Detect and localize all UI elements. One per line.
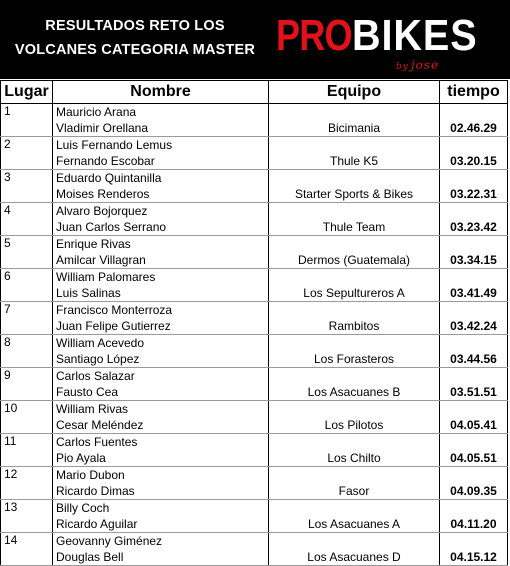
team-cell: Starter Sports & Bikes	[269, 170, 440, 203]
place-cell: 8	[1, 335, 53, 368]
time-cell: 03.51.51	[440, 368, 508, 401]
time-cell: 03.41.49	[440, 269, 508, 302]
rider-name-2: Moises Renderos	[56, 187, 150, 201]
table-row	[1, 434, 508, 467]
table-row	[1, 170, 508, 203]
rider-name-1: Eduardo Quintanilla	[56, 171, 162, 185]
title-line-2: VOLCANES CATEGORIA MASTER	[14, 42, 256, 58]
logo-jose: jose	[410, 58, 440, 72]
rider-name-1: Geovanny Giménez	[56, 534, 163, 548]
place-cell: 6	[1, 269, 53, 302]
table-row	[1, 236, 508, 269]
table-row	[1, 401, 508, 434]
time-cell: 03.44.56	[440, 335, 508, 368]
rider-name-1: Carlos Salazar	[56, 369, 135, 383]
team-cell: Bicimania	[269, 104, 440, 137]
rider-name-2: Fausto Cea	[56, 385, 119, 399]
names-cell	[53, 533, 269, 566]
time-cell: 04.11.20	[440, 500, 508, 533]
rider-name-1: Francisco Monterroza	[56, 303, 173, 317]
time-cell: 03.22.31	[440, 170, 508, 203]
team-cell: Los Forasteros	[269, 335, 440, 368]
time-cell: 02.46.29	[440, 104, 508, 137]
time-cell: 04.09.35	[440, 467, 508, 500]
table-header-row	[1, 81, 508, 104]
rider-name-2: Amilcar Villagran	[56, 253, 146, 267]
place-cell: 13	[1, 500, 53, 533]
place-cell: 10	[1, 401, 53, 434]
logo-bikes-text: BIKES	[352, 11, 478, 60]
names-cell	[53, 434, 269, 467]
table-row	[1, 269, 508, 302]
rider-name-1: Mauricio Arana	[56, 105, 137, 119]
rider-name-1: Billy Coch	[56, 501, 110, 515]
names-cell	[53, 401, 269, 434]
names-cell	[53, 137, 269, 170]
time-cell: 04.15.12	[440, 533, 508, 566]
rider-name-2: Pio Ayala	[56, 451, 106, 465]
rider-name-1: William Palomares	[56, 270, 156, 284]
logo-pro-text: PRO	[276, 11, 352, 60]
rider-name-2: Vladimir Orellana	[56, 121, 149, 135]
names-cell	[53, 500, 269, 533]
team-cell: Rambitos	[269, 302, 440, 335]
table-row	[1, 203, 508, 236]
header-nombre: Nombre	[53, 81, 269, 104]
names-cell	[53, 302, 269, 335]
table-row	[1, 137, 508, 170]
rider-name-1: William Acevedo	[56, 336, 145, 350]
time-cell: 04.05.41	[440, 401, 508, 434]
table-row	[1, 368, 508, 401]
team-cell: Dermos (Guatemala)	[269, 236, 440, 269]
rider-name-2: Luis Salinas	[56, 286, 121, 300]
probikes-logo	[276, 12, 504, 76]
team-cell: Thule K5	[269, 137, 440, 170]
team-cell: Los Asacuanes B	[269, 368, 440, 401]
names-cell	[53, 467, 269, 500]
page-title	[4, 14, 266, 62]
time-cell: 04.05.51	[440, 434, 508, 467]
team-cell: Los Pilotos	[269, 401, 440, 434]
time-cell: 03.42.24	[440, 302, 508, 335]
header-equipo: Equipo	[269, 81, 440, 104]
rider-name-1: Mario Dubon	[56, 468, 125, 482]
title-line-1: RESULTADOS RETO LOS	[45, 18, 225, 34]
rider-name-2: Juan Felipe Gutierrez	[56, 319, 171, 333]
table-row	[1, 500, 508, 533]
logo-by: by	[396, 62, 409, 72]
rider-name-2: Douglas Bell	[56, 550, 124, 564]
rider-name-1: Alvaro Bojorquez	[56, 204, 148, 218]
table-row	[1, 335, 508, 368]
results-body	[1, 104, 508, 566]
rider-name-1: Carlos Fuentes	[56, 435, 138, 449]
place-cell: 11	[1, 434, 53, 467]
rider-name-1: Enrique Rivas	[56, 237, 131, 251]
table-row	[1, 467, 508, 500]
names-cell	[53, 203, 269, 236]
team-cell: Thule Team	[269, 203, 440, 236]
place-cell: 2	[1, 137, 53, 170]
rider-name-2: Santiago López	[56, 352, 140, 366]
team-cell: Los Chilto	[269, 434, 440, 467]
names-cell	[53, 368, 269, 401]
place-cell: 4	[1, 203, 53, 236]
names-cell	[53, 335, 269, 368]
rider-name-1: William Rivas	[56, 402, 128, 416]
rider-name-2: Ricardo Aguilar	[56, 517, 138, 531]
team-cell: Los Asacuanes A	[269, 500, 440, 533]
place-cell: 3	[1, 170, 53, 203]
time-cell: 03.23.42	[440, 203, 508, 236]
names-cell	[53, 236, 269, 269]
table-row	[1, 104, 508, 137]
team-cell: Fasor	[269, 467, 440, 500]
place-cell: 1	[1, 104, 53, 137]
rider-name-2: Juan Carlos Serrano	[56, 220, 167, 234]
rider-name-1: Luis Fernando Lemus	[56, 138, 173, 152]
time-cell: 03.34.15	[440, 236, 508, 269]
names-cell	[53, 269, 269, 302]
time-cell: 03.20.15	[440, 137, 508, 170]
rider-name-2: Ricardo Dimas	[56, 484, 135, 498]
place-cell: 9	[1, 368, 53, 401]
table-row	[1, 533, 508, 566]
place-cell: 5	[1, 236, 53, 269]
place-cell: 7	[1, 302, 53, 335]
logo-by-jose-text	[396, 58, 439, 72]
place-cell: 12	[1, 467, 53, 500]
header-lugar: Lugar	[1, 81, 53, 104]
names-cell	[53, 170, 269, 203]
place-cell: 14	[1, 533, 53, 566]
results-table	[0, 80, 508, 566]
header-banner	[0, 0, 510, 79]
table-row	[1, 302, 508, 335]
rider-name-2: Cesar Meléndez	[56, 418, 144, 432]
team-cell: Los Asacuanes D	[269, 533, 440, 566]
names-cell	[53, 104, 269, 137]
team-cell: Los Sepultureros A	[269, 269, 440, 302]
header-tiempo: tiempo	[440, 81, 508, 104]
rider-name-2: Fernando Escobar	[56, 154, 155, 168]
